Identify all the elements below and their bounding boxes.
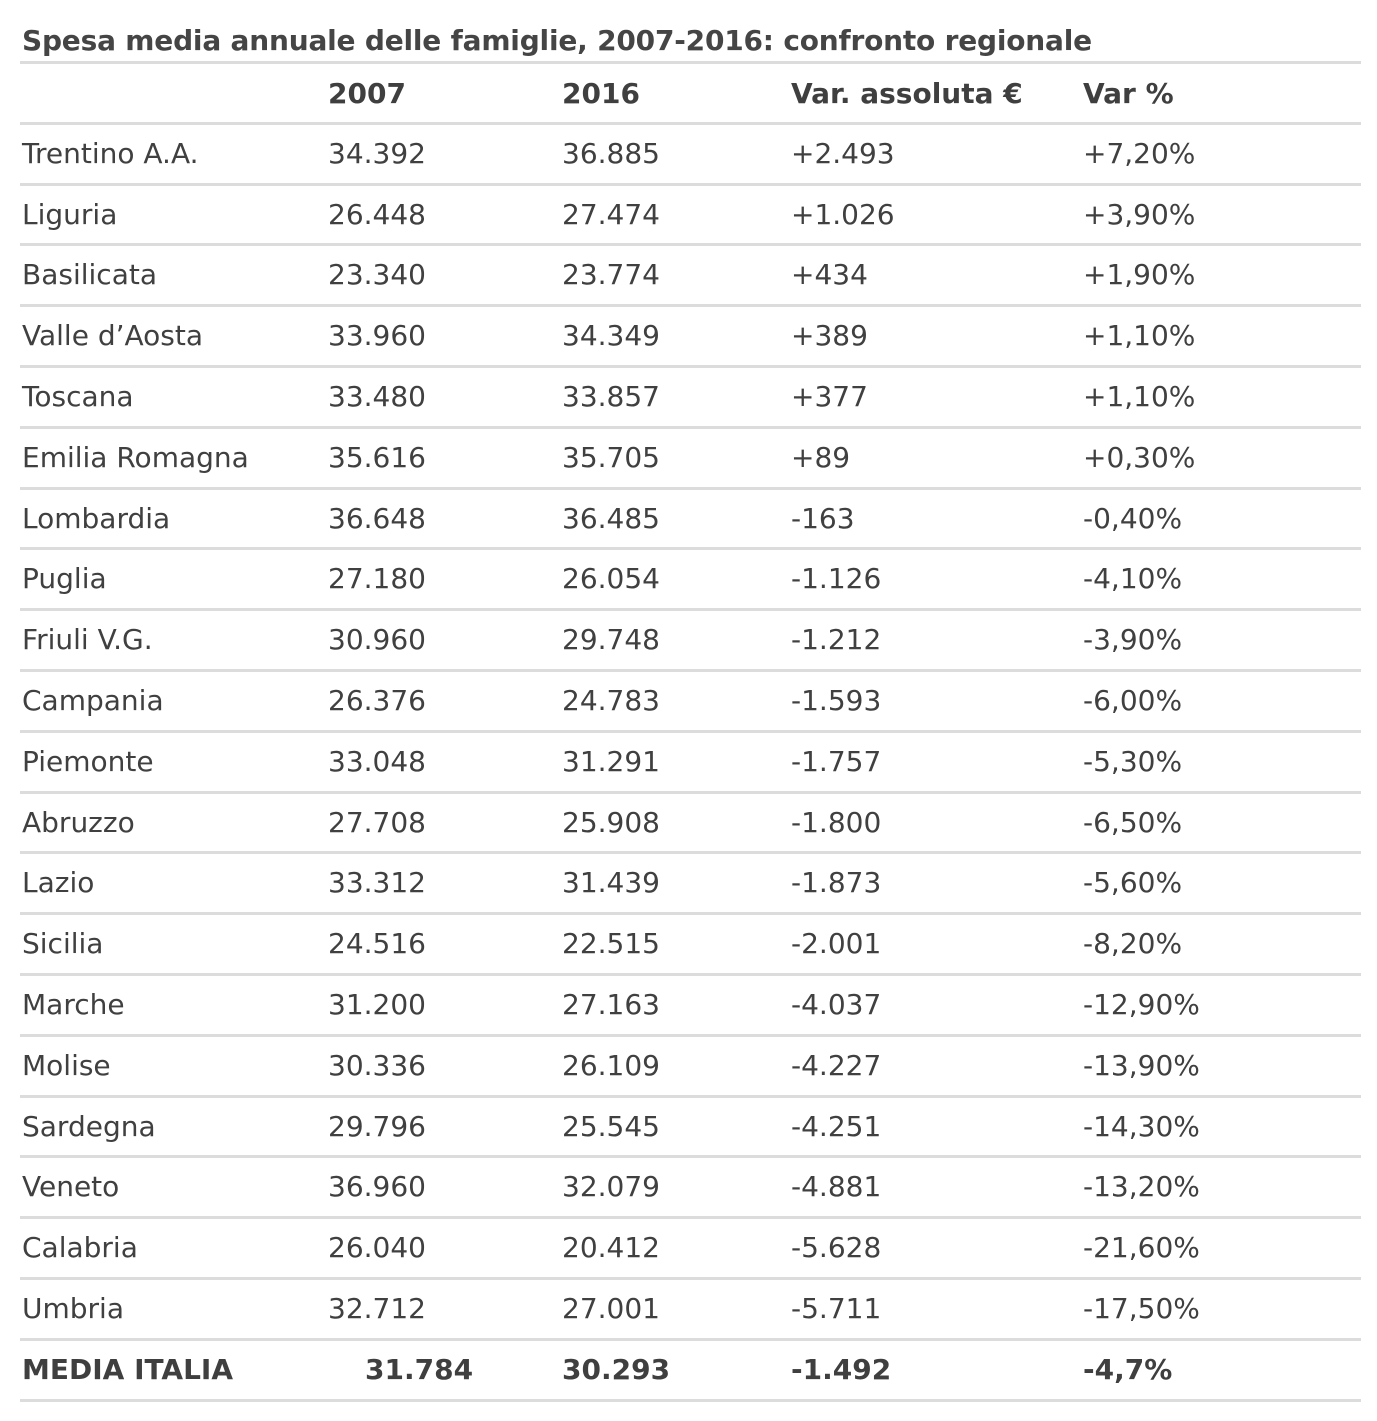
pct-change-cell: +1,10%: [1083, 380, 1196, 413]
header-row: [20, 62, 1361, 122]
pct-change-cell: -6,50%: [1083, 806, 1183, 839]
region-cell: Basilicata: [22, 258, 157, 291]
abs-change-cell: -4.251: [791, 1110, 882, 1143]
abs-change-cell: +434: [791, 258, 868, 291]
table-row: [20, 244, 1361, 304]
value-2016-cell: 36.885: [562, 137, 660, 170]
abs-change-cell: -1.212: [791, 623, 882, 656]
region-cell: Toscana: [22, 380, 134, 413]
value-2016-cell: 33.857: [562, 380, 660, 413]
table-row: [20, 305, 1361, 365]
abs-change-cell: +2.493: [791, 137, 895, 170]
pct-change-cell: -13,20%: [1083, 1170, 1200, 1203]
pct-change-cell: -5,30%: [1083, 745, 1183, 778]
table-row: [20, 1156, 1361, 1216]
value-2007-cell: 34.392: [328, 137, 426, 170]
value-2016-cell: 31.291: [562, 745, 660, 778]
value-2016-cell: 20.412: [562, 1231, 660, 1264]
region-cell: MEDIA ITALIA: [22, 1353, 234, 1386]
table-row: [20, 1096, 1361, 1156]
pct-change-cell: -21,60%: [1083, 1231, 1200, 1264]
table-row: [20, 731, 1361, 791]
abs-change-cell: +377: [791, 380, 868, 413]
pct-change-cell: -8,20%: [1083, 927, 1183, 960]
pct-change-cell: -12,90%: [1083, 988, 1200, 1021]
value-2016-cell: 24.783: [562, 684, 660, 717]
abs-change-cell: -1.593: [791, 684, 882, 717]
region-cell: Valle d’Aosta: [22, 319, 204, 352]
abs-change-cell: Var. assoluta €: [791, 77, 1023, 110]
value-2016-cell: 26.054: [562, 562, 660, 595]
value-2007-cell: 30.336: [328, 1049, 426, 1082]
value-2007-cell: 31.784: [365, 1353, 474, 1386]
value-2007-cell: 23.340: [328, 258, 426, 291]
value-2007-cell: 36.648: [328, 502, 426, 535]
abs-change-cell: -163: [791, 502, 855, 535]
region-cell: Sicilia: [22, 927, 104, 960]
value-2007-cell: 27.180: [328, 562, 426, 595]
value-2007-cell: 36.960: [328, 1170, 426, 1203]
abs-change-cell: -4.037: [791, 988, 882, 1021]
value-2007-cell: 33.312: [328, 866, 426, 899]
table-row: [20, 184, 1361, 244]
pct-change-cell: -14,30%: [1083, 1110, 1200, 1143]
value-2007-cell: 27.708: [328, 806, 426, 839]
value-2016-cell: 26.109: [562, 1049, 660, 1082]
value-2016-cell: 35.705: [562, 441, 660, 474]
abs-change-cell: -5.711: [791, 1292, 882, 1325]
pct-change-cell: +1,10%: [1083, 319, 1196, 352]
table-row: [20, 488, 1361, 548]
pct-change-cell: -4,7%: [1083, 1353, 1173, 1386]
value-2007-cell: 33.480: [328, 380, 426, 413]
region-cell: Umbria: [22, 1292, 124, 1325]
total-row: [20, 1339, 1361, 1399]
pct-change-cell: -4,10%: [1083, 562, 1183, 595]
pct-change-cell: -5,60%: [1083, 866, 1183, 899]
value-2007-cell: 29.796: [328, 1110, 426, 1143]
abs-change-cell: -4.227: [791, 1049, 882, 1082]
table-row: [20, 1035, 1361, 1095]
abs-change-cell: -1.492: [791, 1353, 892, 1386]
region-cell: Lombardia: [22, 502, 171, 535]
value-2007-cell: 2007: [328, 77, 406, 110]
region-cell: Veneto: [22, 1170, 120, 1203]
abs-change-cell: -5.628: [791, 1231, 882, 1264]
value-2007-cell: 30.960: [328, 623, 426, 656]
region-cell: Puglia: [22, 562, 107, 595]
bottom-rule: [20, 1399, 1361, 1402]
table-row: [20, 852, 1361, 912]
value-2016-cell: 27.474: [562, 198, 660, 231]
abs-change-cell: -4.881: [791, 1170, 882, 1203]
table-row: [20, 913, 1361, 973]
region-cell: Trentino A.A.: [22, 137, 199, 170]
region-cell: Molise: [22, 1049, 111, 1082]
value-2007-cell: 35.616: [328, 441, 426, 474]
abs-change-cell: -1.800: [791, 806, 882, 839]
region-cell: Calabria: [22, 1231, 138, 1264]
table-row: [20, 548, 1361, 608]
region-cell: Emilia Romagna: [22, 441, 249, 474]
table-row: [20, 792, 1361, 852]
table-row: [20, 427, 1361, 487]
value-2007-cell: 31.200: [328, 988, 426, 1021]
abs-change-cell: +389: [791, 319, 868, 352]
region-cell: Sardegna: [22, 1110, 156, 1143]
pct-change-cell: -0,40%: [1083, 502, 1183, 535]
abs-change-cell: -2.001: [791, 927, 882, 960]
value-2016-cell: 22.515: [562, 927, 660, 960]
value-2016-cell: 25.545: [562, 1110, 660, 1143]
value-2007-cell: 26.040: [328, 1231, 426, 1264]
table-title: Spesa media annuale delle famiglie, 2007-2016: confronto regionale: [22, 24, 1092, 57]
pct-change-cell: -3,90%: [1083, 623, 1183, 656]
value-2016-cell: 23.774: [562, 258, 660, 291]
value-2016-cell: 29.748: [562, 623, 660, 656]
pct-change-cell: +0,30%: [1083, 441, 1196, 474]
value-2007-cell: 26.448: [328, 198, 426, 231]
pct-change-cell: +3,90%: [1083, 198, 1196, 231]
value-2016-cell: 25.908: [562, 806, 660, 839]
abs-change-cell: -1.873: [791, 866, 882, 899]
region-cell: Liguria: [22, 198, 118, 231]
pct-change-cell: +7,20%: [1083, 137, 1196, 170]
pct-change-cell: -17,50%: [1083, 1292, 1200, 1325]
region-cell: Piemonte: [22, 745, 154, 778]
value-2016-cell: 31.439: [562, 866, 660, 899]
region-cell: Lazio: [22, 866, 95, 899]
table-row: [20, 366, 1361, 426]
region-cell: Marche: [22, 988, 125, 1021]
value-2016-cell: 36.485: [562, 502, 660, 535]
region-cell: Abruzzo: [22, 806, 135, 839]
table-row: [20, 1278, 1361, 1338]
pct-change-cell: +1,90%: [1083, 258, 1196, 291]
abs-change-cell: -1.126: [791, 562, 882, 595]
pct-change-cell: -13,90%: [1083, 1049, 1200, 1082]
value-2016-cell: 30.293: [562, 1353, 671, 1386]
value-2007-cell: 33.048: [328, 745, 426, 778]
value-2007-cell: 32.712: [328, 1292, 426, 1325]
value-2016-cell: 27.163: [562, 988, 660, 1021]
abs-change-cell: -1.757: [791, 745, 882, 778]
abs-change-cell: +1.026: [791, 198, 895, 231]
value-2016-cell: 32.079: [562, 1170, 660, 1203]
region-cell: Campania: [22, 684, 164, 717]
value-2016-cell: 2016: [562, 77, 640, 110]
table-row: [20, 974, 1361, 1034]
table-row: [20, 123, 1361, 183]
value-2016-cell: 34.349: [562, 319, 660, 352]
value-2016-cell: 27.001: [562, 1292, 660, 1325]
region-cell: Friuli V.G.: [22, 623, 153, 656]
pct-change-cell: Var %: [1083, 77, 1174, 110]
pct-change-cell: -6,00%: [1083, 684, 1183, 717]
abs-change-cell: +89: [791, 441, 851, 474]
value-2007-cell: 33.960: [328, 319, 426, 352]
table-row: [20, 670, 1361, 730]
value-2007-cell: 24.516: [328, 927, 426, 960]
table-row: [20, 609, 1361, 669]
value-2007-cell: 26.376: [328, 684, 426, 717]
table-row: [20, 1217, 1361, 1277]
